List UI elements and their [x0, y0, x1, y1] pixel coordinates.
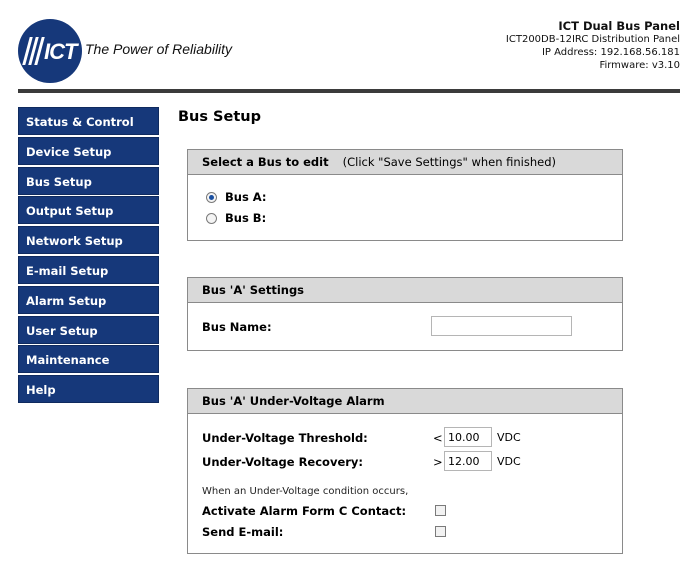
product-title: ICT Dual Bus Panel — [558, 19, 680, 33]
sidebar-item-user-setup[interactable]: User Setup — [18, 316, 159, 344]
page-title: Bus Setup — [178, 109, 261, 125]
condition-note: When an Under-Voltage condition occurs, — [202, 486, 409, 497]
threshold-label: Under-Voltage Threshold: — [202, 431, 368, 445]
recovery-unit: VDC — [497, 455, 521, 468]
bus-a-radio[interactable] — [206, 192, 217, 203]
bus-settings-panel — [187, 277, 623, 351]
bus-name-input[interactable] — [431, 316, 572, 336]
bus-b-radio[interactable] — [206, 213, 217, 224]
threshold-input[interactable] — [444, 427, 492, 447]
under-voltage-header: Bus 'A' Under-Voltage Alarm — [188, 389, 622, 414]
threshold-unit: VDC — [497, 431, 521, 444]
send-email-label: Send E-mail: — [202, 525, 284, 539]
send-email-checkbox[interactable] — [435, 526, 446, 537]
recovery-input[interactable] — [444, 451, 492, 471]
tagline: The Power of Reliability — [85, 41, 233, 57]
select-bus-heading: Select a Bus to edit — [202, 155, 329, 169]
alarm-contact-checkbox[interactable] — [435, 505, 446, 516]
threshold-comparator: < — [433, 431, 443, 445]
sidebar-item-help[interactable]: Help — [18, 375, 159, 403]
sidebar-item-bus-setup[interactable]: Bus Setup — [18, 167, 159, 195]
logo-text: ICT — [44, 39, 77, 64]
sidebar-item-status-control[interactable]: Status & Control — [18, 107, 159, 135]
select-bus-header — [188, 150, 622, 175]
sidebar-nav — [18, 107, 159, 405]
sidebar-item-device-setup[interactable]: Device Setup — [18, 137, 159, 165]
under-voltage-panel — [187, 388, 623, 554]
header-divider — [18, 89, 680, 93]
bus-name-label: Bus Name: — [202, 320, 272, 334]
sidebar-item-output-setup[interactable]: Output Setup — [18, 196, 159, 224]
alarm-contact-label: Activate Alarm Form C Contact: — [202, 504, 407, 518]
ict-logo — [18, 19, 82, 83]
save-hint: (Click "Save Settings" when finished) — [342, 155, 557, 169]
sidebar-item-maintenance[interactable]: Maintenance — [18, 345, 159, 373]
sidebar-item-alarm-setup[interactable]: Alarm Setup — [18, 286, 159, 314]
recovery-comparator: > — [433, 455, 443, 469]
sidebar-item-email-setup[interactable]: E-mail Setup — [18, 256, 159, 284]
device-info — [506, 19, 680, 72]
sidebar-item-network-setup[interactable]: Network Setup — [18, 226, 159, 254]
recovery-label: Under-Voltage Recovery: — [202, 455, 364, 469]
model-number: ICT200DB-12IRC Distribution Panel — [505, 34, 680, 45]
bus-a-label: Bus A: — [225, 190, 267, 204]
bus-b-label: Bus B: — [225, 211, 267, 225]
ip-address: IP Address: 192.168.56.181 — [541, 47, 680, 58]
bus-settings-header: Bus 'A' Settings — [188, 278, 622, 303]
select-bus-panel — [187, 149, 623, 241]
firmware-version: Firmware: v3.10 — [599, 60, 680, 71]
